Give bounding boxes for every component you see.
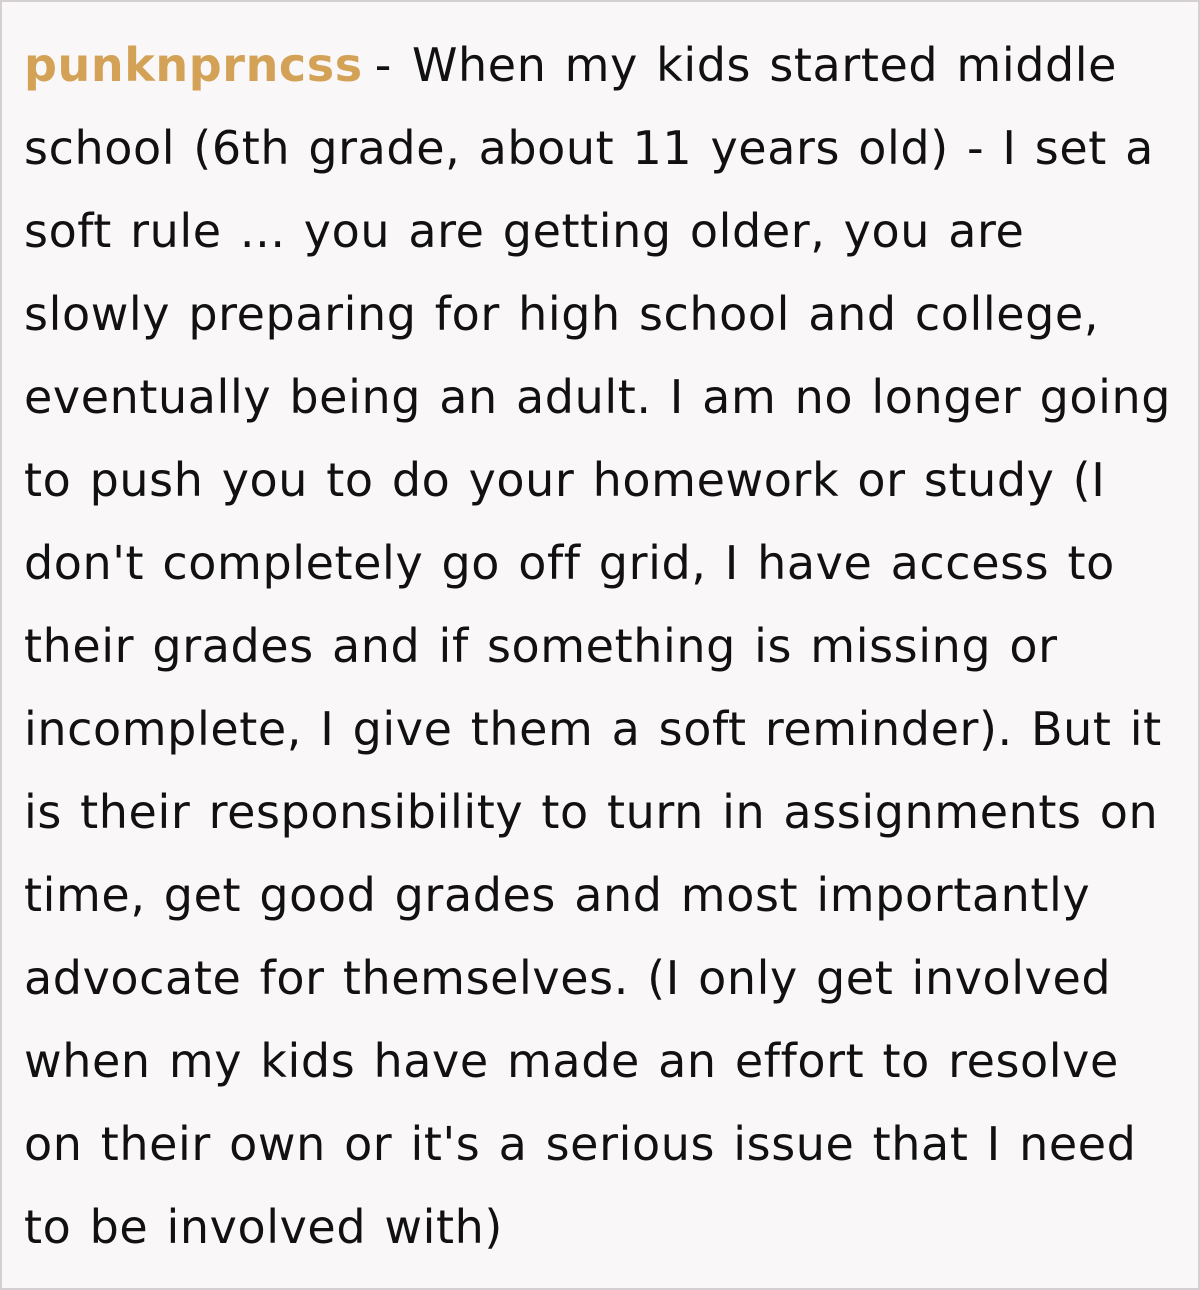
comment-text: When my kids started middle school (6th grade, about 11 years old) - I set a soft rule ... you are getting older, you are slowly preparing for high school and college, eventually being an adult. I am no longer going to push you to do your homework or study (I don't completely go off grid, I have access to their grades and if something is missing or incomplete, I give them a soft reminder). But it is their responsibility to turn in assignments on time, get good grades and most importantly advocate for themselves. (I only get involved when my kids have made an effort to resolve on their own or it's a serious issue that I need to be involved with): [24, 38, 1172, 1254]
comment-separator: -: [374, 38, 392, 92]
comment-body: [24, 24, 1176, 1269]
comment-username[interactable]: punknprncss: [24, 38, 363, 92]
